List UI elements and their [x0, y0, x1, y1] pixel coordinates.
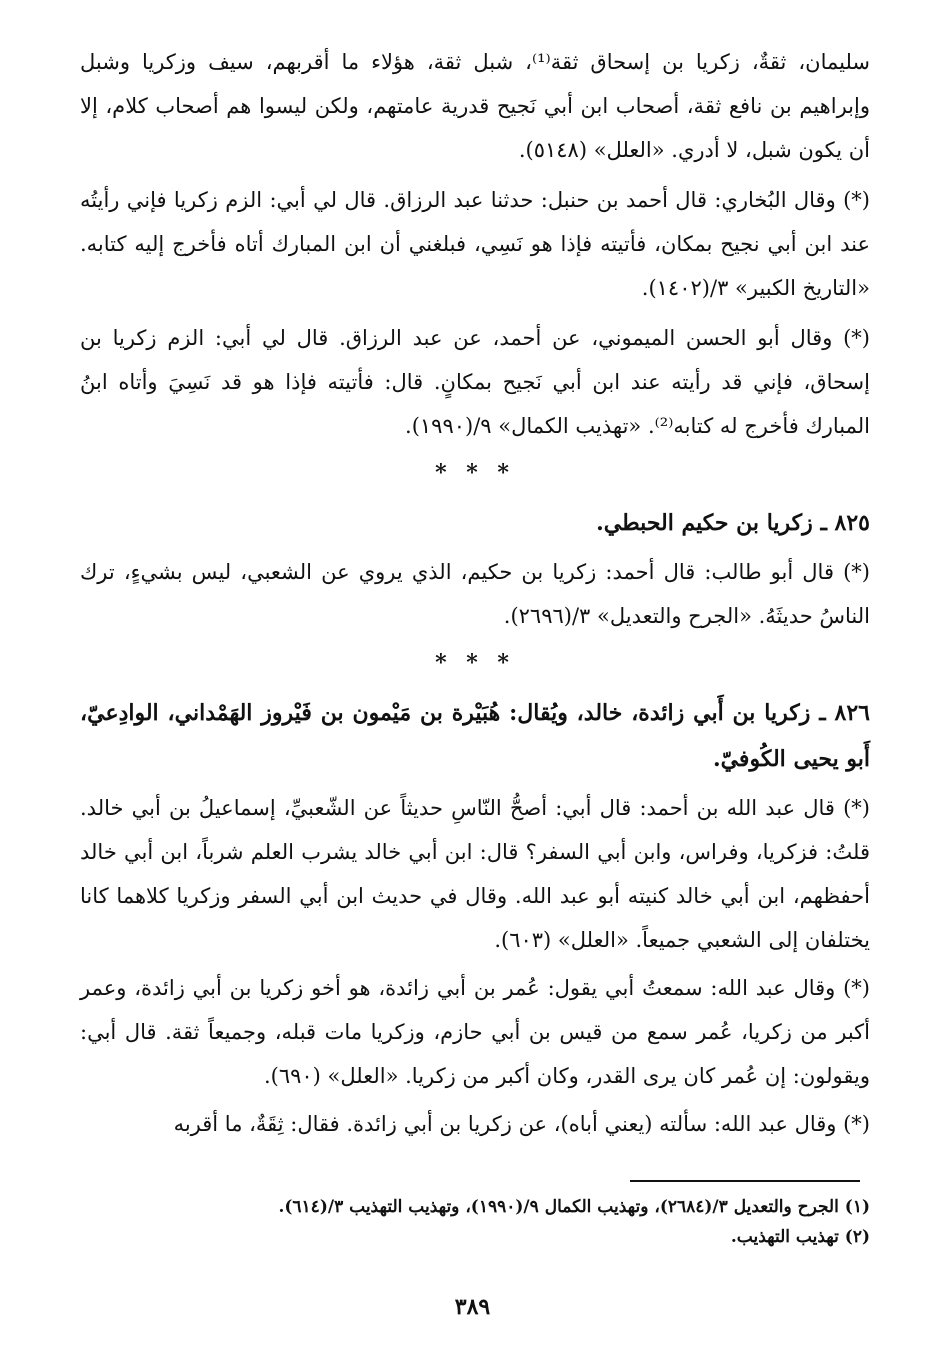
section-separator: * * *	[435, 460, 515, 486]
paragraph-abdullah-3: (*) وقال عبد الله: سألته (يعني أباه)، عن زكريا بن أبي زائدة. فقال: ثِقَةٌ، ما أقربه	[173, 1112, 870, 1136]
paragraph-bukhari: (*) وقال البُخاري: قال أحمد بن حنبل: حدثنا عبد الرزاق. قال لي أبي: الزم زكريا فإني رأيتُه عند ابن أبي نجيح بمكان، فأتيته فإذا هو نَسِي، فبلغني أن ابن المبارك أتاه فأخرج إليه كتابه. «التاريخ الكبير» ٣/(١٤٠٢).	[80, 188, 870, 300]
paragraph-maymuni: (*) وقال أبو الحسن الميموني، عن أحمد، عن عبد الرزاق. قال لي أبي: الزم زكريا بن إسحاق، فإني قد رأيته عند ابن أبي نَجيح بمكانٍ. قال: فأتيته فإذا هو قد نَسِيَ وأتاه ابنُ المبارك فأخرج له كتابه⁽²⁾. «تهذيب الكمال» ٩/(١٩٩٠).	[80, 326, 870, 438]
footnote-divider	[630, 1180, 860, 1182]
page-number: ٣٨٩	[454, 1294, 491, 1320]
section-separator: * * *	[435, 650, 515, 676]
paragraph-continuation: سليمان، ثقةٌ، زكريا بن إسحاق ثقة⁽¹⁾، شبل ثقة، هؤلاء ما أقربهم، سيف وزكريا وشبل وإبراهيم بن نافع ثقة، أصحاب ابن أبي نَجيح قدرية عامتهم، ولكن ليسوا هم أصحاب كلام، إلا أن يكون شبل، لا أدري. «العلل» (٥١٤٨).	[80, 50, 870, 162]
entry-heading-825: ٨٢٥ ـ زكريا بن حكيم الحبطي.	[596, 510, 870, 536]
footnote-1: (١) الجرح والتعديل ٣/(٢٦٨٤)، وتهذيب الكمال ٩/(١٩٩٠)، وتهذيب التهذيب ٣/(٦١٤).	[278, 1197, 870, 1217]
footnote-2: (٢) تهذيب التهذيب.	[730, 1227, 870, 1247]
footnotes	[80, 1192, 870, 1252]
entry-heading-826: ٨٢٦ ـ زكريا بن أَبي زائدة، خالد، ويُقال: هُبَيْرة بن مَيْمون بن فَيْروز الهَمْداني، الوادِعيّ، أَبو يحيى الكُوفيّ.	[80, 700, 870, 772]
paragraph-abu-talib: (*) قال أبو طالب: قال أحمد: زكريا بن حكيم، الذي يروي عن الشعبي، ليس بشيءٍ، ترك الناسُ حديثَهُ. «الجرح والتعديل» ٣/(٢٦٩٦).	[80, 560, 870, 628]
paragraph-abdullah-1: (*) قال عبد الله بن أحمد: قال أبي: أصحُّ النّاسِ حديثاً عن الشّعبيِّ، إسماعيلُ بن أبي خالد. قلتُ: فزكريا، وفراس، وابن أبي السفر؟ قال: ابن أبي خالد يشرب العلم شرباً، ابن أبي خالد أحفظهم، ابن أبي خالد كنيته أبو عبد الله. وقال في حديث ابن أبي السفر وزكريا كلاهما كانا يختلفان إلى الشعبي جميعاً. «العلل» (٦٠٣).	[80, 796, 870, 952]
paragraph-abdullah-2: (*) وقال عبد الله: سمعتُ أبي يقول: عُمر بن أبي زائدة، هو أخو زكريا بن أبي زائدة، وعمر أكبر من زكريا، عُمر سمع من قيس بن أبي حازم، وزكريا مات قبله، وجميعاً ثقة. قال أبي: ويقولون: إن عُمر كان يرى القدر، وكان أكبر من زكريا. «العلل» (٦٩٠).	[80, 976, 870, 1088]
page-body	[80, 40, 870, 1150]
